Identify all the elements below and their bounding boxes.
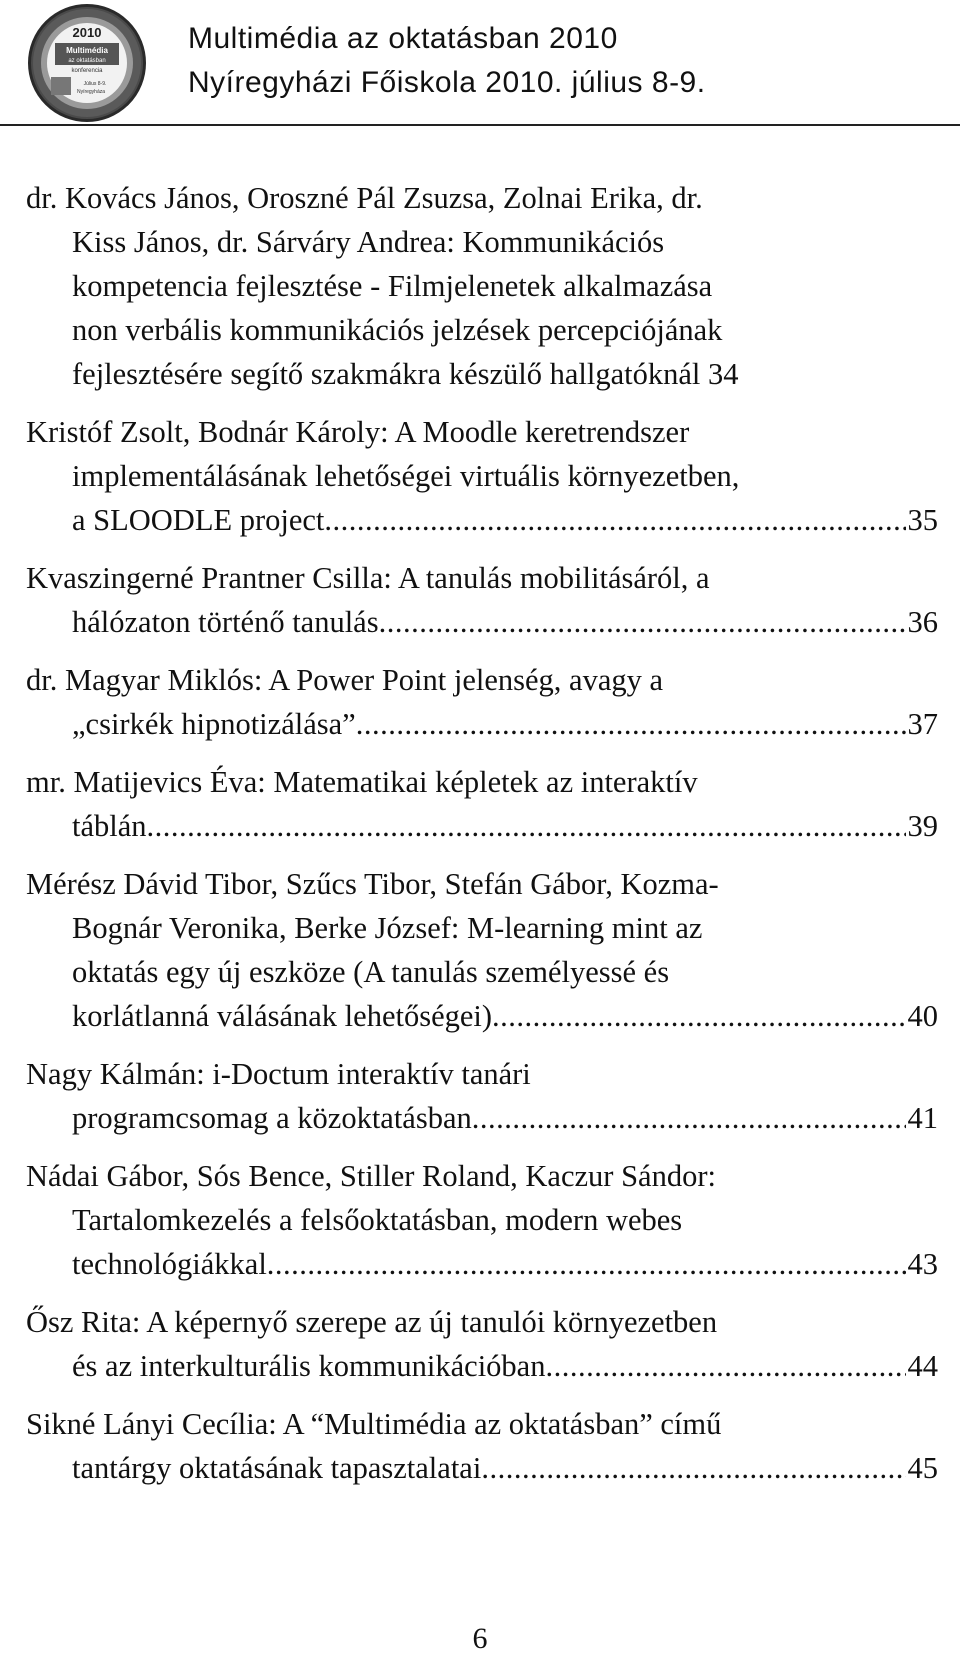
toc-entry-line: fejlesztésére segítő szakmákra készülő hallgatóknál 34 (72, 357, 739, 391)
conference-title: Multimédia az oktatásban 2010 (188, 22, 618, 55)
toc-entry-line: táblán (72, 809, 147, 843)
toc-entry-line: implementálásának lehetőségei virtuális környezetben, (72, 459, 740, 493)
dot-leader (481, 1446, 905, 1490)
page-number: 6 (472, 1622, 488, 1655)
toc-page-number: 36 (907, 605, 938, 639)
toc-entry-line: programcsomag a közoktatásban (72, 1101, 472, 1135)
toc-entry (26, 1402, 938, 1490)
toc-entry-last-line (26, 498, 938, 542)
dot-leader (267, 1242, 906, 1286)
dot-leader (379, 600, 906, 644)
toc-entry (26, 862, 938, 1038)
dot-leader (324, 498, 905, 542)
toc-entry (26, 760, 938, 848)
toc-page-number: 40 (907, 999, 938, 1033)
svg-text:Nyíregyháza: Nyíregyháza (76, 89, 106, 95)
toc-entry-line: korlátlanná válásának lehetőségei) (72, 999, 493, 1033)
toc-entry-line: mr. Matijevics Éva: Matematikai képletek az interaktív (26, 765, 698, 799)
toc-entry (26, 658, 938, 746)
toc-page-number: 45 (907, 1451, 938, 1485)
toc-entry (26, 410, 938, 542)
toc-entry-line: Mérész Dávid Tibor, Szűcs Tibor, Stefán Gábor, Kozma- (26, 867, 719, 901)
toc-page-number: 37 (907, 707, 938, 741)
dot-leader (472, 1096, 906, 1140)
toc-page-number: 41 (907, 1101, 938, 1135)
toc-entry-line: dr. Magyar Miklós: A Power Point jelenség, avagy a (26, 663, 664, 697)
toc-entry-last-line (26, 702, 938, 746)
toc-entry-line: tantárgy oktatásának tapasztalatai (72, 1451, 482, 1485)
toc-entry-line: Ősz Rita: A képernyő szerepe az új tanulói környezetben (26, 1305, 718, 1339)
toc-entry-last-line (26, 804, 938, 848)
toc-entry-line: Kvaszingerné Prantner Csilla: A tanulás mobilitásáról, a (26, 561, 710, 595)
page-header (0, 0, 960, 128)
header-divider (0, 124, 960, 126)
svg-text:az oktatásban: az oktatásban (68, 58, 106, 64)
dot-leader (492, 994, 905, 1038)
svg-text:Multimédia: Multimédia (66, 46, 108, 55)
toc-entry (26, 1052, 938, 1140)
toc-entry (26, 1300, 938, 1388)
toc-entry (26, 176, 938, 396)
toc-entry-line: hálózaton történő tanulás (72, 605, 379, 639)
toc-page-number: 44 (907, 1349, 938, 1383)
toc-entry-line: Nagy Kálmán: i-Doctum interaktív tanári (26, 1057, 531, 1091)
toc-entry-line: Nádai Gábor, Sós Bence, Stiller Roland, Kaczur Sándor: (26, 1159, 716, 1193)
toc-entry-line: Kristóf Zsolt, Bodnár Károly: A Moodle keretrendszer (26, 415, 690, 449)
toc-entry (26, 1154, 938, 1286)
table-of-contents (26, 176, 938, 1490)
toc-entry-last-line (26, 600, 938, 644)
toc-entry-line: kompetencia fejlesztése - Filmjelenetek alkalmazása (72, 269, 713, 303)
toc-page-number: 35 (907, 503, 938, 537)
dot-leader (356, 702, 906, 746)
toc-entry-line: dr. Kovács János, Oroszné Pál Zsuzsa, Zolnai Erika, dr. (26, 181, 703, 215)
toc-entry-line: és az interkulturális kommunikációban (72, 1349, 546, 1383)
conference-venue-date: Nyíregyházi Főiskola 2010. július 8-9. (188, 66, 706, 99)
toc-page-number: 39 (907, 809, 938, 843)
svg-text:2010: 2010 (72, 25, 102, 40)
toc-entry-line: Sikné Lányi Cecília: A “Multimédia az oktatásban” című (26, 1407, 722, 1441)
toc-entry-line: Bognár Veronika, Berke József: M-learning mint az (72, 911, 703, 945)
toc-entry-last-line (26, 1096, 938, 1140)
toc-entry-last-line (26, 1446, 938, 1490)
toc-page-number: 43 (907, 1247, 938, 1281)
svg-text:Július 8-9.: Július 8-9. (83, 81, 107, 87)
toc-entry-line: technológiákkal (72, 1247, 267, 1281)
toc-entry-line: oktatás egy új eszköze (A tanulás személyessé és (72, 955, 670, 989)
svg-text:konferencia: konferencia (71, 68, 103, 74)
conference-logo (28, 4, 146, 122)
toc-entry-line: a SLOODLE project (72, 503, 325, 537)
toc-entry (26, 556, 938, 644)
toc-entry-last-line (26, 994, 938, 1038)
toc-entry-last-line (26, 1242, 938, 1286)
dot-leader (545, 1344, 905, 1388)
dot-leader (147, 804, 906, 848)
toc-entry-line: „csirkék hipnotizálása” (72, 707, 356, 741)
toc-entry-line: non verbális kommunikációs jelzések percepciójának (72, 313, 723, 347)
toc-entry-line: Tartalomkezelés a felsőoktatásban, modern webes (72, 1203, 683, 1237)
toc-entry-last-line (26, 1344, 938, 1388)
toc-entry-line: Kiss János, dr. Sárváry Andrea: Kommunikációs (72, 225, 665, 259)
